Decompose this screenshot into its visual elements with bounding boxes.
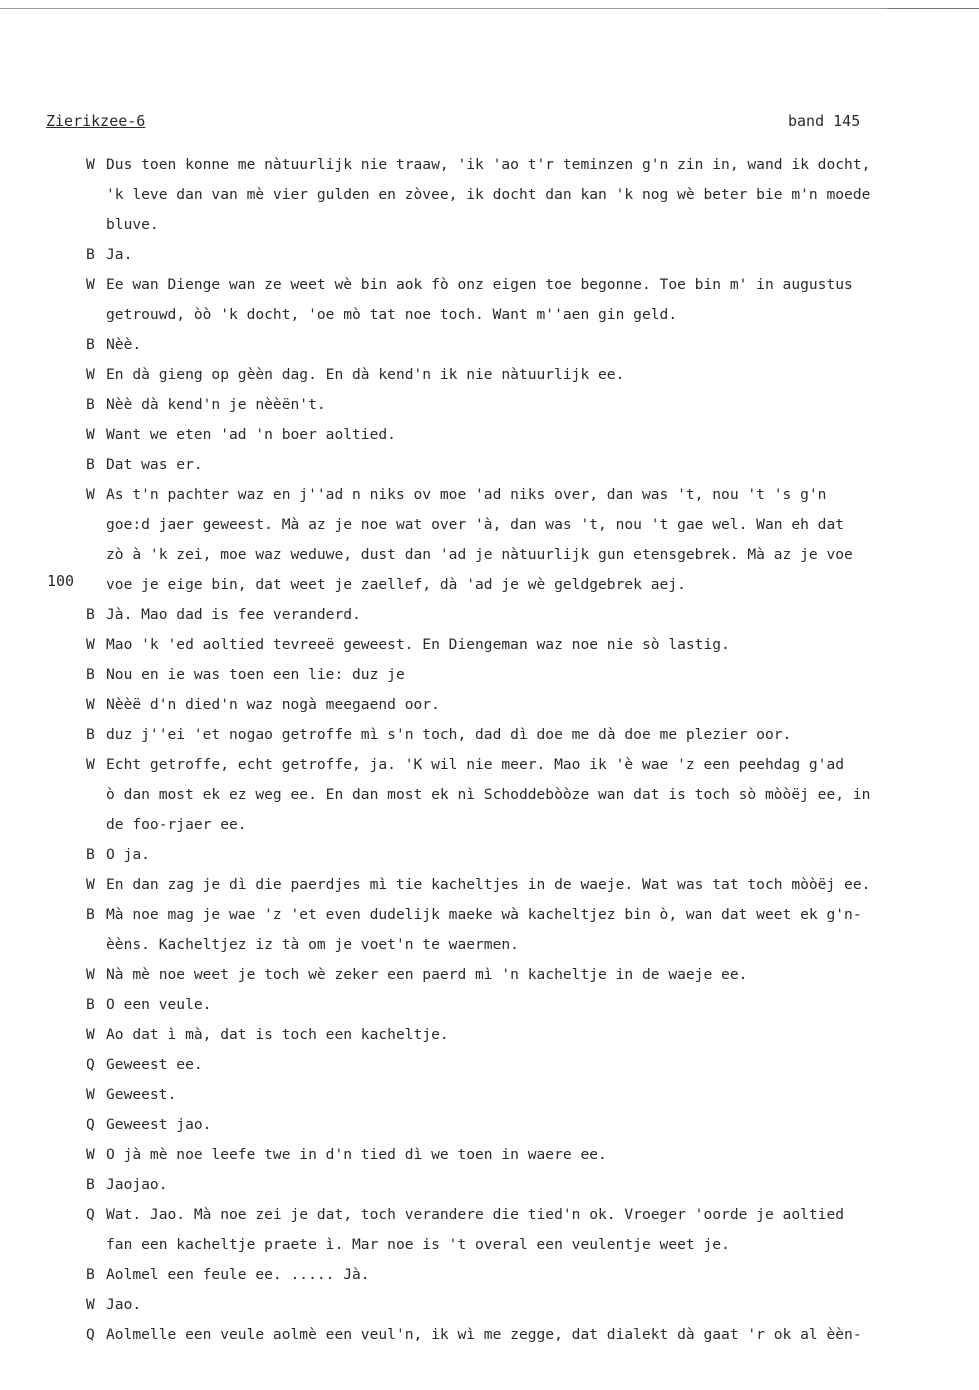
turn-text-continued: èèns. Kacheltjez iz tà om je voet'n te waermen.: [106, 936, 519, 953]
turn-text-continued: de foo-rjaer ee.: [106, 816, 247, 833]
turn-text: Nèè.: [106, 336, 142, 353]
turn-text: En dà gieng op gèèn dag. En dà kend'n ik nie nàtuurlijk ee.: [106, 366, 625, 383]
transcript-turn: [86, 750, 979, 840]
turn-text: Dat was er.: [106, 456, 203, 473]
speaker-label: W: [86, 966, 95, 983]
transcript: [86, 150, 979, 1350]
speaker-label: Q: [86, 1116, 95, 1133]
turn-text: Nèèë d'n died'n waz nogà meegaend oor.: [106, 696, 440, 713]
speaker-label: W: [86, 366, 95, 383]
turn-text-continued: voe je eige bin, dat weet je zaellef, dà 'ad je wè geldgebrek aej.: [106, 576, 686, 593]
transcript-turn: [86, 1170, 979, 1200]
speaker-label: B: [86, 396, 95, 413]
transcript-turn: [86, 990, 979, 1020]
margin-line-number: 100: [47, 572, 75, 590]
speaker-label: B: [86, 1176, 95, 1193]
transcript-turn: [86, 660, 979, 690]
turn-text: Ee wan Dienge wan ze weet wè bin aok fò onz eigen toe begonne. Toe bin m' in augustus: [106, 276, 853, 293]
speaker-label: B: [86, 726, 95, 743]
turn-text: Nèè dà kend'n je nèèën't.: [106, 396, 326, 413]
speaker-label: W: [86, 1296, 95, 1313]
turn-text: En dan zag je dì die paerdjes mì tie kacheltjes in de waeje. Wat was tat toch mòòëj ee.: [106, 876, 871, 893]
turn-text: As t'n pachter waz en j''ad n niks ov moe 'ad niks over, dan was 't, nou 't 's g'n: [106, 486, 827, 503]
turn-text-continued: zò à 'k zei, moe waz weduwe, dust dan 'ad je nàtuurlijk gun etensgebrek. Mà az je voe: [106, 546, 853, 563]
transcript-turn: [86, 390, 979, 420]
transcript-turn: [86, 900, 979, 960]
speaker-label: B: [86, 666, 95, 683]
speaker-label: W: [86, 1146, 95, 1163]
transcript-turn: [86, 240, 979, 270]
transcript-turn: [86, 720, 979, 750]
speaker-label: Q: [86, 1326, 95, 1343]
turn-text: Nou en ie was toen een lie: duz je: [106, 666, 405, 683]
turn-text: Wat. Jao. Mà noe zei je dat, toch verandere die tied'n ok. Vroeger 'oorde je aoltied: [106, 1206, 845, 1223]
speaker-label: W: [86, 1026, 95, 1043]
speaker-label: W: [86, 696, 95, 713]
transcript-turn: [86, 450, 979, 480]
transcript-turn: [86, 690, 979, 720]
turn-text: Mao 'k 'ed aoltied tevreeë geweest. En Diengeman waz noe nie sò lastig.: [106, 636, 730, 653]
speaker-label: Q: [86, 1056, 95, 1073]
transcript-turn: [86, 960, 979, 990]
transcript-turn: [86, 870, 979, 900]
turn-text: O ja.: [106, 846, 150, 863]
speaker-label: B: [86, 456, 95, 473]
turn-text: Geweest ee.: [106, 1056, 203, 1073]
turn-text: Ao dat ì mà, dat is toch een kacheltje.: [106, 1026, 449, 1043]
transcript-turn: [86, 1080, 979, 1110]
transcript-turn: [86, 270, 979, 330]
turn-text: Aolmel een feule ee. ..... Jà.: [106, 1266, 370, 1283]
turn-text-continued: getrouwd, òò 'k docht, 'oe mò tat noe toch. Want m''aen gin geld.: [106, 306, 678, 323]
speaker-label: B: [86, 996, 95, 1013]
transcript-turn: [86, 150, 979, 240]
speaker-label: B: [86, 846, 95, 863]
top-rule-end: [887, 8, 979, 9]
turn-text: O een veule.: [106, 996, 212, 1013]
turn-text: Nà mè noe weet je toch wè zeker een paerd mì 'n kacheltje in de waeje ee.: [106, 966, 748, 983]
turn-text: Geweest.: [106, 1086, 177, 1103]
speaker-label: B: [86, 606, 95, 623]
speaker-label: Q: [86, 1206, 95, 1223]
turn-text: Geweest jao.: [106, 1116, 212, 1133]
turn-text-continued: ò dan most ek ez weg ee. En dan most ek nì Schoddebòòze wan dat is toch sò mòòëj ee, in: [106, 786, 871, 803]
transcript-turn: [86, 1260, 979, 1290]
transcript-turn: [86, 420, 979, 450]
transcript-turn: [86, 840, 979, 870]
turn-text: Echt getroffe, echt getroffe, ja. 'K wil nie meer. Mao ik 'è wae 'z een peehdag g'ad: [106, 756, 845, 773]
transcript-turn: [86, 1290, 979, 1320]
turn-text: Mà noe mag je wae 'z 'et even dudelijk maeke wà kacheltjez bin ò, wan dat weet ek g'n-: [106, 906, 862, 923]
speaker-label: W: [86, 276, 95, 293]
turn-text: Jao.: [106, 1296, 142, 1313]
transcript-turn: [86, 600, 979, 630]
turn-text-continued: fan een kacheltje praete ì. Mar noe is 't overal een veulentje weet je.: [106, 1236, 730, 1253]
top-rule: [0, 8, 979, 9]
speaker-label: W: [86, 426, 95, 443]
transcript-turn: [86, 630, 979, 660]
transcript-turn: [86, 1110, 979, 1140]
transcript-turn: [86, 1200, 979, 1260]
speaker-label: W: [86, 876, 95, 893]
turn-text-continued: bluve.: [106, 216, 159, 233]
turn-text-continued: goe:d jaer geweest. Mà az je noe wat over 'à, dan was 't, nou 't gae wel. Wan eh dat: [106, 516, 845, 533]
turn-text: Aolmelle een veule aolmè een veul'n, ik wì me zegge, dat dialekt dà gaat 'r ok al èèn-: [106, 1326, 862, 1343]
speaker-label: W: [86, 486, 95, 503]
transcript-turn: [86, 360, 979, 390]
transcript-turn: [86, 1140, 979, 1170]
speaker-label: W: [86, 756, 95, 773]
transcript-turn: [86, 1050, 979, 1080]
turn-text: Dus toen konne me nàtuurlijk nie traaw, 'ik 'ao t'r teminzen g'n zin in, wand ik docht,: [106, 156, 871, 173]
transcript-turn: [86, 480, 979, 600]
turn-text: Want we eten 'ad 'n boer aoltied.: [106, 426, 396, 443]
band-number: band 145: [788, 112, 861, 130]
turn-text: Jaojao.: [106, 1176, 168, 1193]
speaker-label: W: [86, 1086, 95, 1103]
speaker-label: W: [86, 156, 95, 173]
speaker-label: B: [86, 1266, 95, 1283]
speaker-label: B: [86, 906, 95, 923]
transcript-turn: [86, 1020, 979, 1050]
speaker-label: W: [86, 636, 95, 653]
speaker-label: B: [86, 246, 95, 263]
turn-text-continued: 'k leve dan van mè vier gulden en zòvee, ik docht dan kan 'k nog wè beter bie m'n moede: [106, 186, 871, 203]
transcript-turn: [86, 1320, 979, 1350]
turn-text: duz j''ei 'et nogao getroffe mì s'n toch, dad dì doe me dà doe me plezier oor.: [106, 726, 792, 743]
document-title: Zierikzee-6: [46, 112, 146, 130]
turn-text: O jà mè noe leefe twe in d'n tied dì we toen in waere ee.: [106, 1146, 607, 1163]
speaker-label: B: [86, 336, 95, 353]
transcript-turn: [86, 330, 979, 360]
turn-text: Ja.: [106, 246, 133, 263]
turn-text: Jà. Mao dad is fee veranderd.: [106, 606, 361, 623]
